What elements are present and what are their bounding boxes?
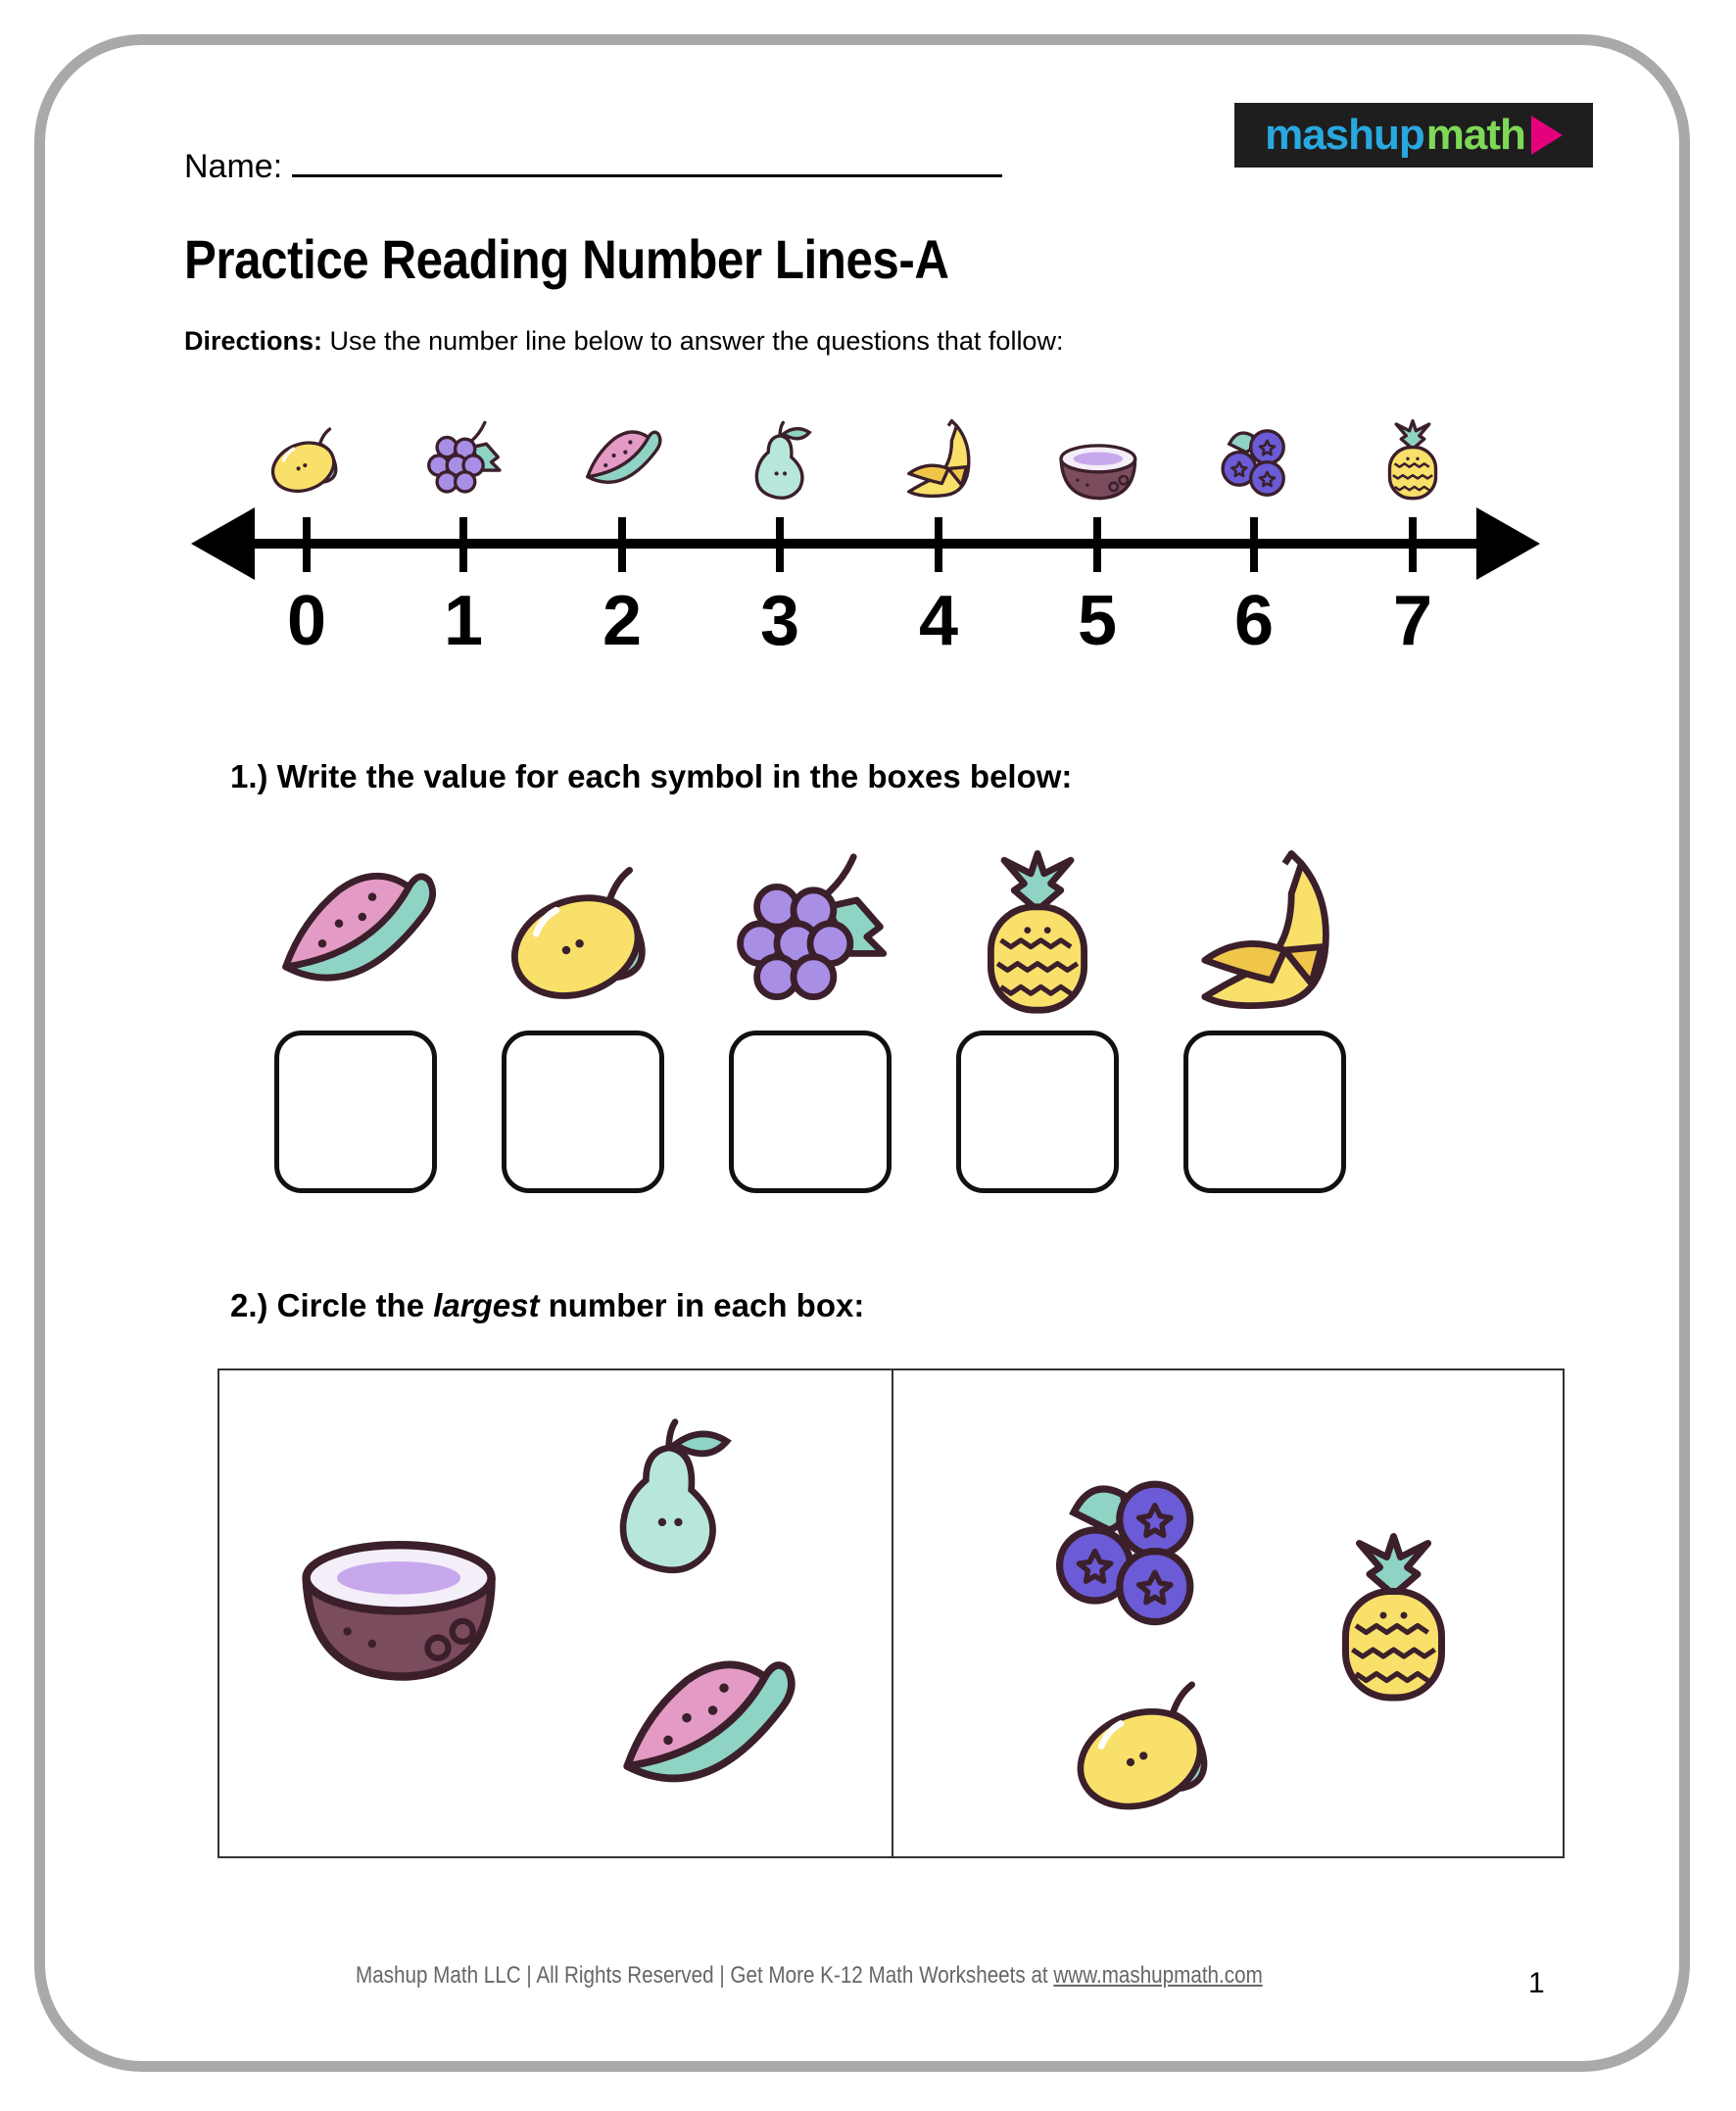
question-2 — [230, 1287, 864, 1324]
question-2-emphasis: largest — [433, 1287, 540, 1323]
pineapple-icon — [954, 850, 1121, 1017]
footer-link[interactable]: www.mashupmath.com — [1053, 1962, 1263, 1989]
page-title: Practice Reading Number Lines-A — [184, 228, 949, 290]
pear-icon — [739, 419, 821, 502]
blueberries-icon — [1038, 1460, 1215, 1636]
blueberries-icon — [1213, 419, 1295, 502]
number-line-label: 1 — [443, 582, 484, 660]
lemon-icon — [1066, 1665, 1228, 1827]
question-2-suffix: number in each box: — [539, 1287, 865, 1323]
answer-box[interactable] — [956, 1031, 1119, 1193]
name-row — [184, 145, 1002, 186]
answer-box[interactable] — [729, 1031, 892, 1193]
banana-icon — [897, 419, 980, 502]
number-line-label: 0 — [286, 582, 327, 660]
number-line-label: 5 — [1077, 582, 1118, 660]
number-line-label: 7 — [1392, 582, 1433, 660]
coconut-icon — [1056, 419, 1138, 502]
play-icon — [1531, 116, 1563, 155]
footer — [356, 1962, 1263, 1990]
coconut-icon — [294, 1479, 500, 1685]
directions — [184, 326, 1063, 357]
directions-label: Directions: — [184, 326, 323, 356]
logo-text-mashup: mashup — [1265, 111, 1424, 159]
number-line-label: 2 — [602, 582, 643, 660]
pineapple-icon — [1308, 1533, 1479, 1704]
answer-box[interactable] — [502, 1031, 664, 1193]
name-input-line[interactable] — [292, 145, 1002, 177]
watermelon-icon — [612, 1636, 798, 1822]
lemon-icon — [500, 850, 666, 1017]
watermelon-icon — [581, 419, 663, 502]
question-1: 1.) Write the value for each symbol in the boxes below: — [230, 758, 1073, 794]
footer-text: Mashup Math LLC | All Rights Reserved | Get More K-12 Math Worksheets at — [356, 1962, 1054, 1989]
question-2-prefix: 2.) Circle the — [230, 1287, 434, 1323]
answer-box[interactable] — [274, 1031, 437, 1193]
panel-divider — [892, 1370, 893, 1856]
lemon-icon — [265, 419, 348, 502]
number-line-label: 6 — [1233, 582, 1275, 660]
pineapple-icon — [1372, 419, 1454, 502]
name-label: Name: — [184, 148, 283, 185]
watermelon-icon — [272, 850, 439, 1017]
page-number: 1 — [1528, 1967, 1545, 1999]
grapes-icon — [727, 850, 893, 1017]
grapes-icon — [422, 419, 505, 502]
answer-box[interactable] — [1183, 1031, 1346, 1193]
number-line-label: 4 — [918, 582, 959, 660]
logo-text-math: math — [1425, 111, 1525, 159]
pear-icon — [588, 1415, 749, 1577]
directions-text: Use the number line below to answer the questions that follow: — [322, 326, 1064, 356]
number-line-label: 3 — [759, 582, 800, 660]
banana-icon — [1181, 850, 1348, 1017]
mashupmath-logo — [1234, 103, 1593, 168]
